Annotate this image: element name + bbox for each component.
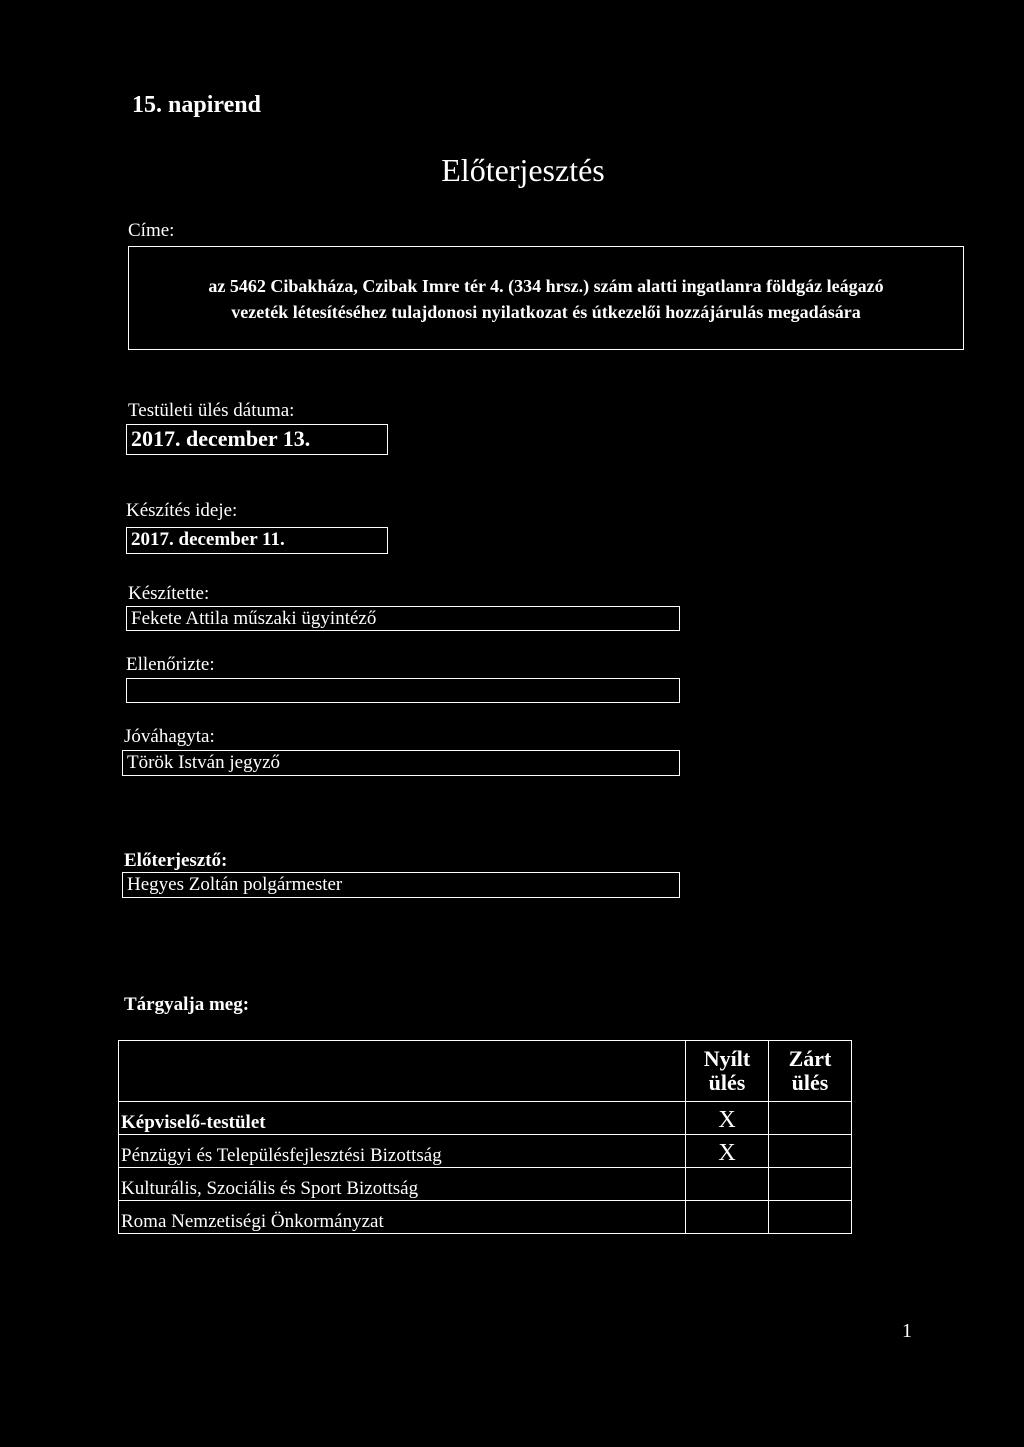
prepared-by-field: Fekete Attila műszaki ügyintéző [126, 606, 680, 631]
session-table [118, 1040, 852, 1234]
session-table-header [119, 1041, 852, 1102]
open-session-mark: X [686, 1102, 769, 1135]
table-row [119, 1102, 852, 1135]
approved-by-field: Török István jegyző [122, 750, 680, 776]
header-blank-cell [119, 1041, 686, 1102]
table-row [119, 1168, 852, 1201]
table-row [119, 1201, 852, 1234]
presenter-field: Hegyes Zoltán polgármester [122, 872, 680, 898]
presenter-label: Előterjesztő: [124, 850, 228, 871]
closed-session-header: Zárt ülés [769, 1041, 852, 1102]
prepared-date-field: 2017. december 11. [126, 527, 388, 554]
agenda-item: 15. napirend [132, 92, 261, 118]
checked-by-label: Ellenőrizte: [126, 654, 215, 675]
prepared-by-label: Készítette: [128, 583, 210, 604]
open-session-mark [686, 1201, 769, 1234]
table-row [119, 1135, 852, 1168]
body-name: Képviselő-testület [119, 1102, 686, 1135]
closed-session-mark [769, 1168, 852, 1201]
body-name: Roma Nemzetiségi Önkormányzat [119, 1201, 686, 1234]
approved-by-label: Jóváhagyta: [124, 726, 215, 747]
subject-box [128, 246, 964, 350]
discussion-label: Tárgyalja meg: [124, 994, 250, 1015]
meeting-date-label: Testületi ülés dátuma: [128, 400, 295, 421]
closed-session-mark [769, 1201, 852, 1234]
subject-label: Címe: [128, 220, 175, 241]
open-session-mark [686, 1168, 769, 1201]
page-number: 1 [902, 1320, 912, 1342]
body-name: Pénzügyi és Településfejlesztési Bizottság [119, 1135, 686, 1168]
closed-session-mark [769, 1102, 852, 1135]
subject-line-1: az 5462 Cibakháza, Czibak Imre tér 4. (334 hrsz.) szám alatti ingatlanra földgáz leágazó [208, 276, 884, 296]
prepared-date-label: Készítés ideje: [126, 500, 238, 521]
meeting-date-field: 2017. december 13. [126, 424, 388, 455]
closed-session-mark [769, 1135, 852, 1168]
checked-by-field [126, 678, 680, 703]
subject-line-2: vezeték létesítéséhez tulajdonosi nyilatkozat és útkezelői hozzájárulás megadására [231, 302, 861, 322]
open-session-header: Nyílt ülés [686, 1041, 769, 1102]
body-name: Kulturális, Szociális és Sport Bizottság [119, 1168, 686, 1201]
document-title: Előterjesztés [441, 152, 605, 188]
open-session-mark: X [686, 1135, 769, 1168]
